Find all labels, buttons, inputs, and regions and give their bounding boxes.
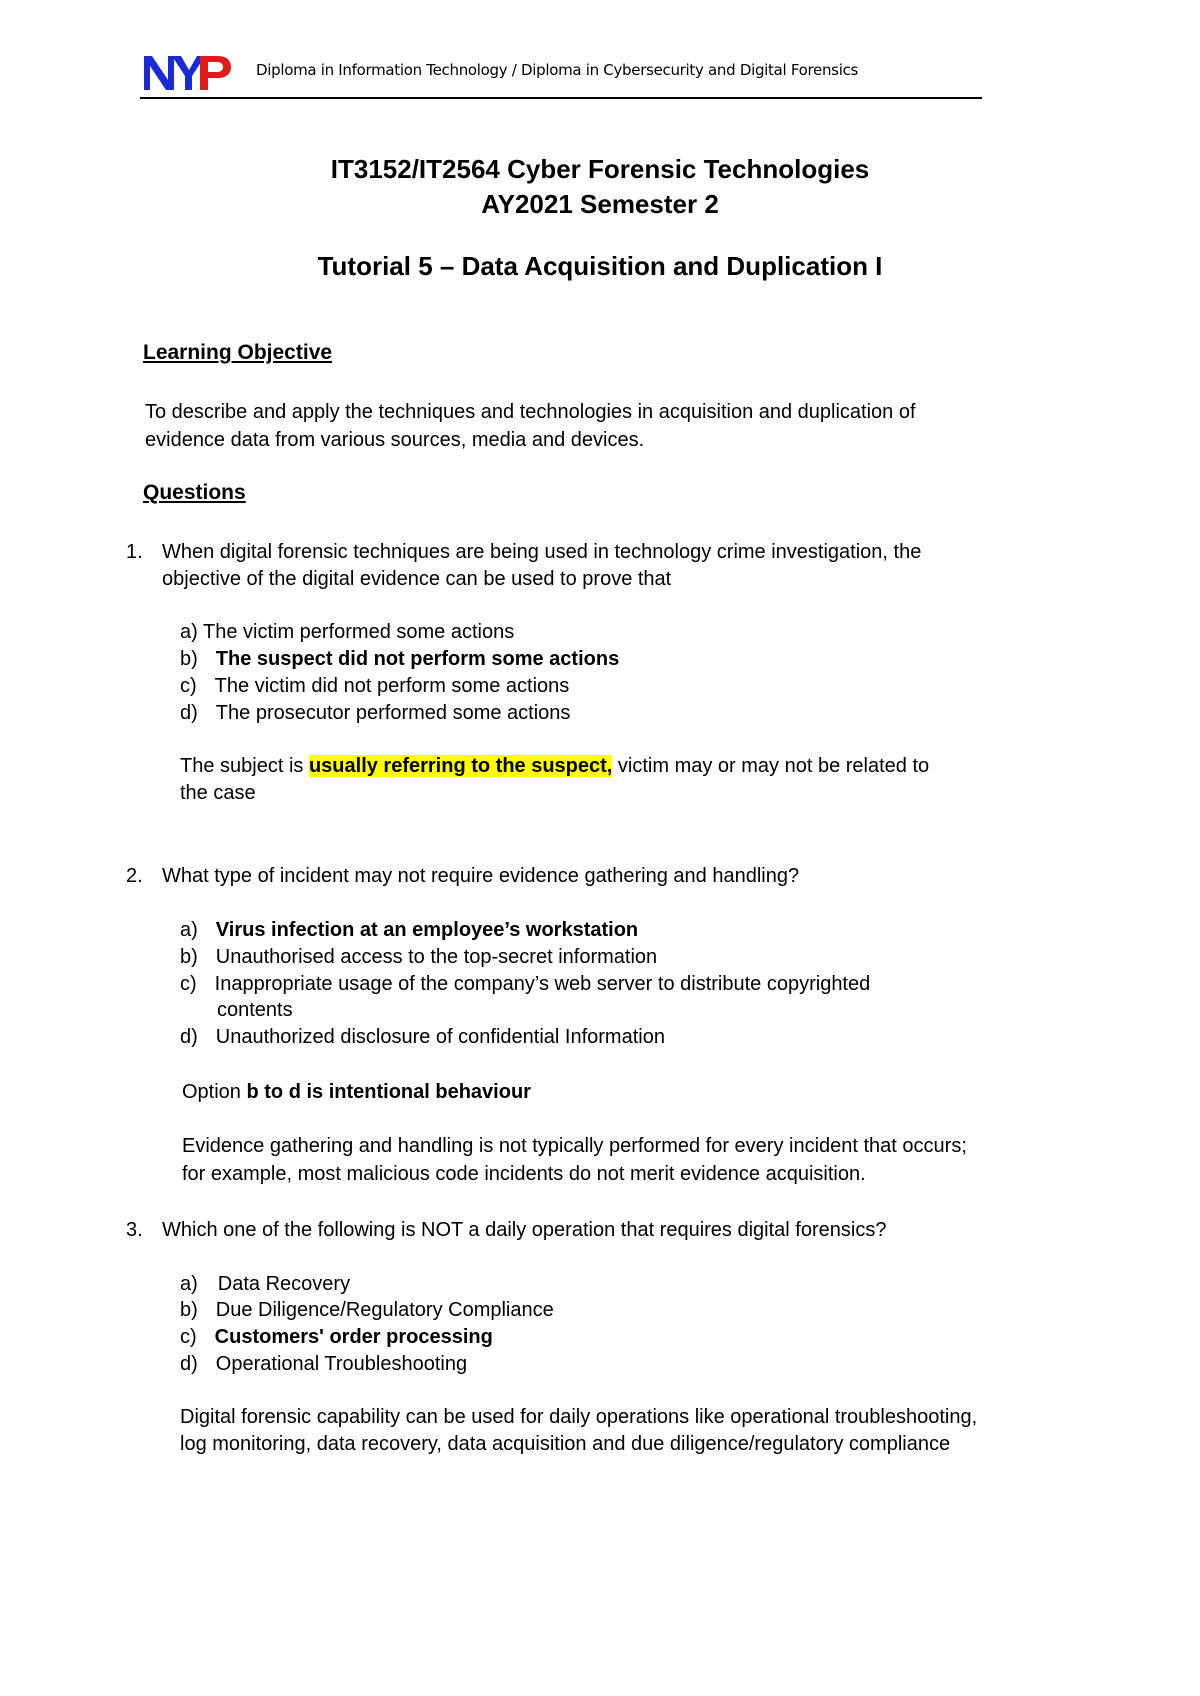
question-2-number: 2. (126, 865, 143, 887)
tutorial-title: Tutorial 5 – Data Acquisition and Duplication I (317, 251, 883, 281)
q1-option-d: d) The prosecutor performed some actions (180, 702, 571, 724)
question-1-line-2: objective of the digital evidence can be used to prove that (162, 568, 672, 590)
q3-option-b: b) Due Diligence/Regulatory Compliance (180, 1299, 554, 1321)
q2-option-a: a) Virus infection at an employee’s workstation (180, 919, 639, 941)
q1-option-c: c) The victim did not perform some actions (180, 675, 570, 697)
q2-option-d: d) Unauthorized disclosure of confidential Information (180, 1026, 665, 1048)
question-1-number: 1. (126, 541, 143, 563)
learning-objective-heading: Learning Objective (143, 341, 333, 364)
q2-option-b: b) Unauthorised access to the top-secret information (180, 946, 658, 968)
q3-option-c: c) Customers' order processing (180, 1326, 493, 1348)
page-header (140, 50, 982, 99)
q1-answer-note-line-2: the case (180, 782, 256, 804)
q1-option-a: a) The victim performed some actions (180, 621, 515, 643)
q1-option-b: b) The suspect did not perform some actions (180, 648, 620, 670)
question-2-line-1: What type of incident may not require evidence gathering and handling? (162, 865, 800, 887)
semester-title: AY2021 Semester 2 (481, 189, 719, 219)
question-3-number: 3. (126, 1219, 143, 1241)
nyp-logo (142, 52, 232, 92)
q3-explanation-line-2: log monitoring, data recovery, data acquisition and due diligence/regulatory compliance (180, 1433, 951, 1455)
program-name: Diploma in Information Technology / Diploma in Cybersecurity and Digital Forensics (256, 61, 859, 79)
q2-explanation-line-1: Evidence gathering and handling is not typically performed for every incident that occurs; (182, 1135, 967, 1157)
answer-highlight: usually referring to the suspect, (308, 755, 613, 777)
course-title: IT3152/IT2564 Cyber Forensic Technologies (330, 154, 870, 184)
q2-answer-note: Option b to d is intentional behaviour (182, 1081, 531, 1103)
question-3-line-1: Which one of the following is NOT a daily operation that requires digital forensics? (162, 1219, 887, 1241)
q3-option-a: a) Data Recovery (180, 1273, 351, 1295)
question-1-line-1: When digital forensic techniques are being used in technology crime investigation, the (162, 541, 922, 563)
q2-option-c-continued: contents (217, 999, 293, 1021)
questions-heading: Questions (143, 481, 246, 504)
q3-option-d: d) Operational Troubleshooting (180, 1353, 468, 1375)
learning-objective-line-2: evidence data from various sources, media and devices. (145, 429, 645, 451)
learning-objective-line-1: To describe and apply the techniques and technologies in acquisition and duplication of (145, 401, 916, 423)
q3-explanation-line-1: Digital forensic capability can be used for daily operations like operational troubleshooting, (180, 1406, 978, 1428)
q2-option-c: c) Inappropriate usage of the company’s web server to distribute copyrighted (180, 973, 871, 995)
q1-answer-note: The subject is usually referring to the suspect, victim may or may not be related to (180, 755, 930, 777)
q2-explanation-line-2: for example, most malicious code incidents do not merit evidence acquisition. (182, 1163, 866, 1185)
